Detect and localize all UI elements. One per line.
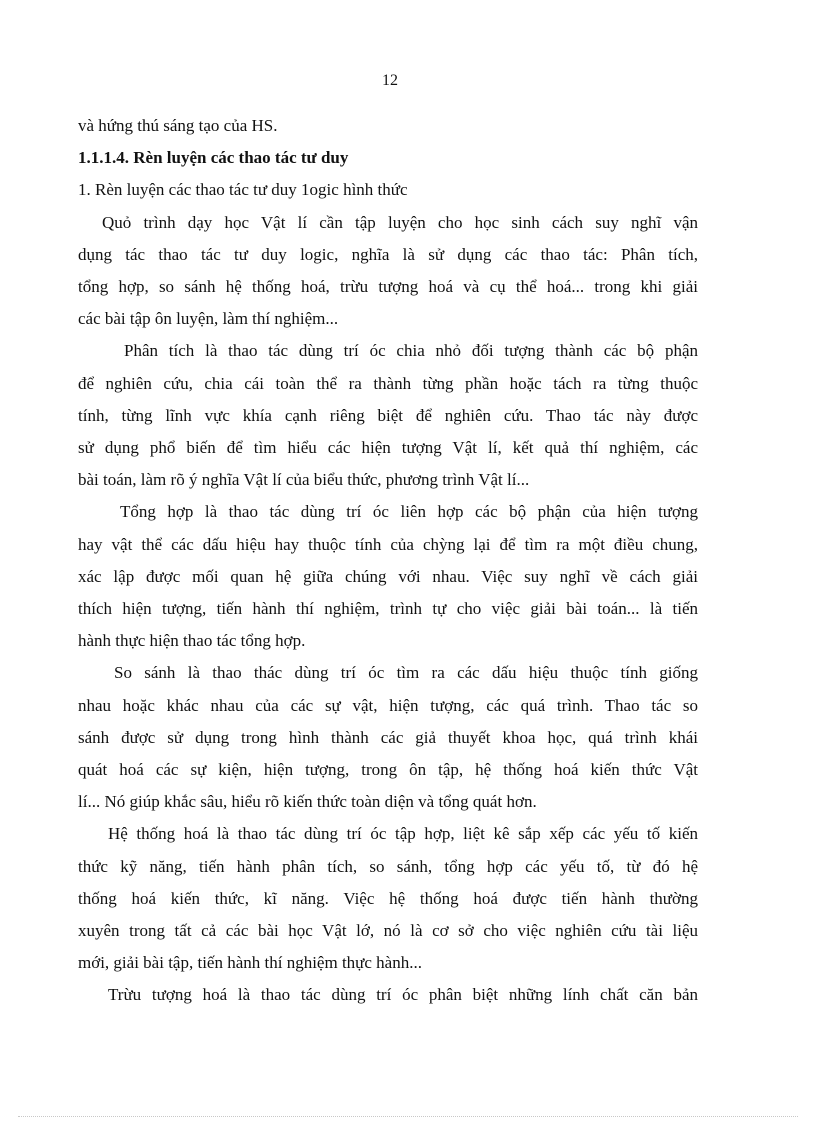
text-line: tổng hợp, so sánh hệ thống hoá, trừu tượng hoá và cụ thể hoá... trong khi giải [78, 277, 698, 297]
document-body [78, 110, 698, 1012]
text-line: quát hoá các sự kiện, hiện tượng, trong ôn tập, hệ thống hoá kiến thức Vật [78, 760, 698, 780]
text-line: Quỏ trình dạy học Vật lí cần tập luyện cho học sinh cách suy nghĩ vận [102, 212, 698, 232]
text-line: Trừu tượng hoá là thao tác dùng trí óc phân biệt những lính chất căn bản [108, 985, 698, 1005]
text-line: So sánh là thao thác dùng trí óc tìm ra các dấu hiệu thuộc tính giống [114, 663, 698, 683]
text-line: 1. Rèn luyện các thao tác tư duy 1ogic hình thức [78, 180, 408, 200]
text-line: hành thực hiện thao tác tổng hợp. [78, 631, 306, 651]
text-line: thống hoá kiến thức, kĩ năng. Việc hệ thống hoá được tiến hành thường [78, 888, 698, 908]
text-line: và hứng thú sáng tạo của HS. [78, 116, 278, 135]
text-line: để nghiên cứu, chia cái toàn thể ra thành từng phần hoặc tách ra từng thuộc [78, 373, 698, 393]
text-line: tính, từng lĩnh vực khía cạnh riêng biệt để nghiên cứu. Thao tác này được [78, 405, 698, 425]
text-line: xác lập được mối quan hệ giữa chúng với nhau. Việc suy nghĩ về cách giải [78, 566, 698, 586]
text-line: thích hiện tượng, tiến hành thí nghiệm, trình tự cho việc giải bài toán... là tiến [78, 599, 698, 619]
text-line: bài toán, làm rõ ý nghĩa Vật lí của biểu thức, phương trình Vật lí... [78, 470, 530, 490]
text-line: sánh được sử dụng trong hình thành các giả thuyết khoa học, quá trình khái [78, 727, 698, 747]
text-line: Phân tích là thao tác dùng trí óc chia nhỏ đối tượng thành các bộ phận [124, 341, 698, 361]
text-line: dụng tác thao tác tư duy logic, nghĩa là sử dụng các thao tác: Phân tích, [78, 244, 698, 264]
text-line: Hệ thống hoá là thao tác dùng trí óc tập hợp, liệt kê sắp xếp các yếu tố kiến [108, 824, 698, 844]
text-line: hay vật thể các dấu hiệu hay thuộc tính của chỳng lại để tìm ra một điều chung, [78, 534, 698, 554]
text-line: các bài tập ôn luyện, làm thí nghiệm... [78, 309, 339, 329]
text-line: lí... Nó giúp khắc sâu, hiểu rõ kiến thức toàn diện và tổng quát hơn. [78, 792, 537, 812]
text-line: xuyên trong tất cả các bài học Vật lớ, nó là cơ sở cho việc nghiên cứu tài liệu [78, 921, 698, 941]
page-bottom-border [18, 1116, 798, 1117]
text-line: Tổng hợp là thao tác dùng trí óc liên hợp các bộ phận của hiện tượng [120, 502, 698, 522]
text-line: sử dụng phổ biến để tìm hiểu các hiện tượng Vật lí, kết quả thí nghiệm, các [78, 438, 698, 458]
text-line: mới, giải bài tập, tiến hành thí nghiệm thực hành... [78, 953, 422, 973]
text-line: thức kỹ năng, tiến hành phân tích, so sánh, tổng hợp các yếu tố, từ đó hệ [78, 856, 698, 876]
page-number: 12 [382, 72, 398, 89]
section-heading: 1.1.1.4. Rèn luyện các thao tác tư duy [78, 148, 349, 168]
text-line: nhau hoặc khác nhau của các sự vật, hiện tượng, các quá trình. Thao tác so [78, 695, 698, 715]
